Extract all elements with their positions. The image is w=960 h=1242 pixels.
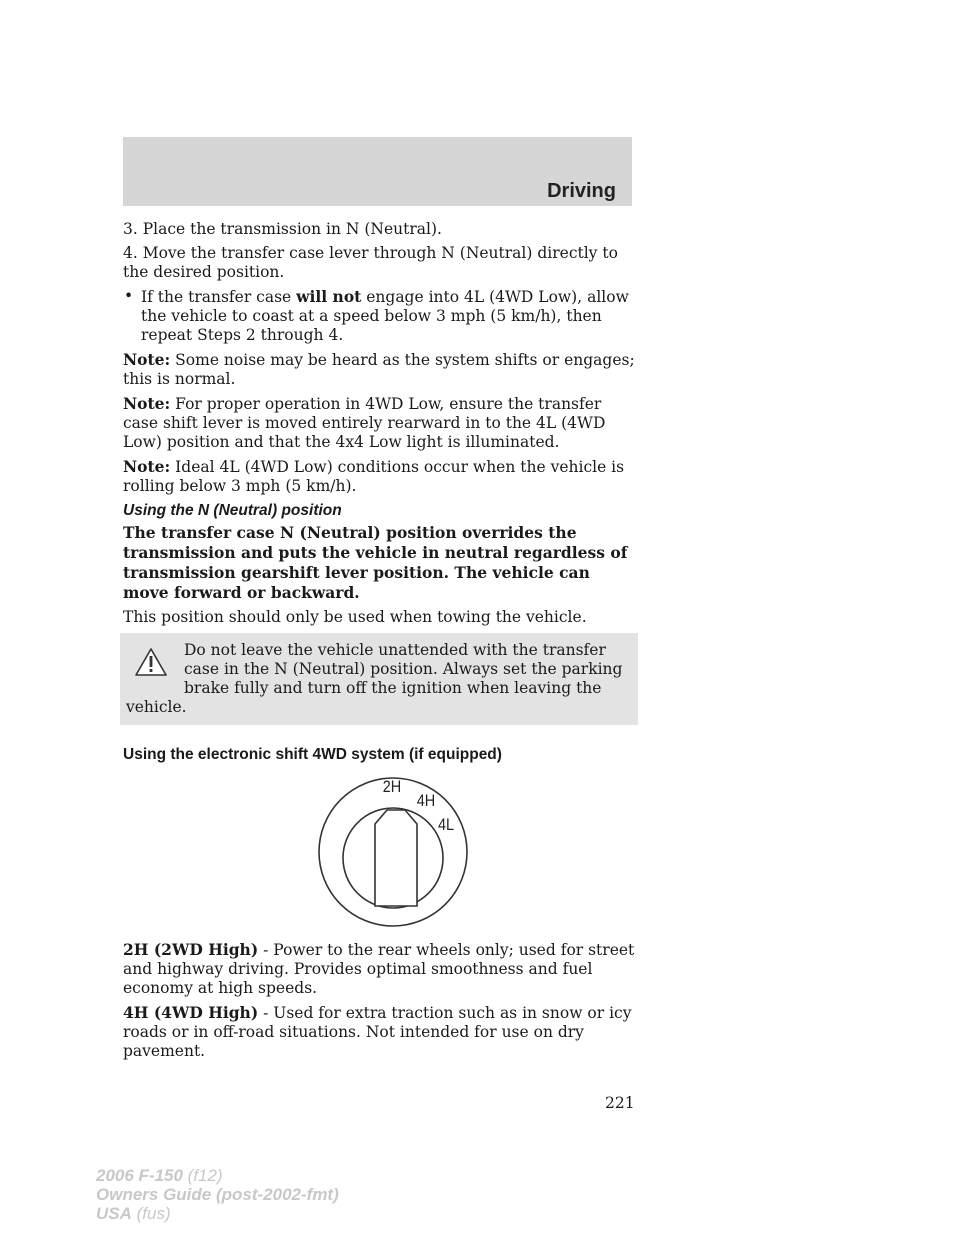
neutral-heading: Using the N (Neutral) position [123,502,342,519]
note-1: Note: Some noise may be heard as the system shifts or engages; this is normal. [123,350,635,388]
mode-2h: 2H (2WD High) - Power to the rear wheels only; used for street and highway driving. Provides optimal smoothness and fuel economy at high speeds. [123,940,635,997]
note-3: Note: Ideal 4L (4WD Low) conditions occur when the vehicle is rolling below 3 mph (5 km/h). [123,457,625,495]
footer-line-3: USA (fus) [96,1204,171,1223]
neutral-paragraph: This position should only be used when towing the vehicle. [123,608,587,626]
bullet-item: • If the transfer case will not engage into 4L (4WD Low), allow the vehicle to coast at a speed below 3 mph (5 km/h), then repeat Steps 2 through 4. [124,287,629,344]
warning-text: Do not leave the vehicle unattended with the transfer case in the N (Neutral) position. Always set the parking brake fully and turn off the ignition when leaving the vehicle. [126,641,623,716]
4wd-dial-icon [313,770,473,930]
bullet-dot-icon: • [124,287,134,305]
page-content [123,220,635,1066]
electronic-shift-heading: Using the electronic shift 4WD system (if equipped) [123,746,502,763]
footer-line-1: 2006 F-150 (f12) [96,1166,223,1185]
dial-label-4l: 4L [437,815,455,835]
4wd-control-dial [313,770,473,930]
section-title: Driving [547,180,616,202]
warning-triangle-icon [134,647,168,677]
step-4: 4. Move the transfer case lever through N (Neutral) directly to the desired position. [123,244,618,281]
document-footer [96,1166,339,1223]
section-header-band [123,137,632,206]
dial-label-2h: 2H [382,777,402,797]
note-2: Note: For proper operation in 4WD Low, ensure the transfer case shift lever is moved entirely rearward in to the 4L (4WD Low) position and that the 4x4 Low light is illuminated. [123,394,606,451]
footer-line-2: Owners Guide (post-2002-fmt) [96,1185,339,1204]
mode-4h: 4H (4WD High) - Used for extra traction such as in snow or icy roads or in off-road situations. Not intended for use on dry pavement. [123,1003,632,1060]
warning-box [120,633,638,725]
dial-label-4h: 4H [416,791,436,811]
neutral-bold-paragraph: The transfer case N (Neutral) position overrides the transmission and puts the vehicle in neutral regardless of transmission gearshift lever position. The vehicle can move forward or backward. [123,523,628,602]
step-3: 3. Place the transmission in N (Neutral). [123,220,442,238]
page-number: 221 [605,1094,635,1112]
